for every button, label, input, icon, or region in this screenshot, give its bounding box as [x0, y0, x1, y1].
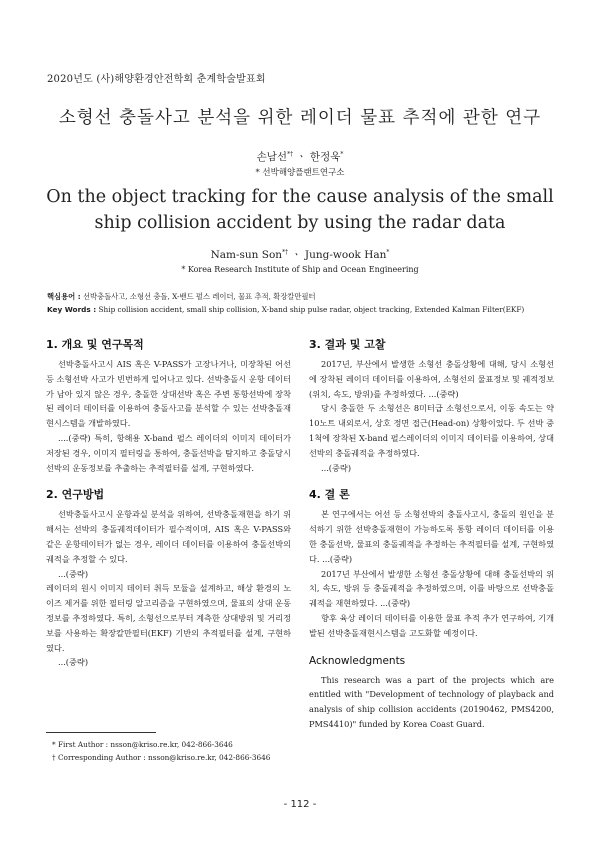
- author-1-mark: *†: [287, 151, 294, 158]
- paragraph: ...(중략): [58, 568, 89, 579]
- left-column: [46, 337, 291, 682]
- keywords-korean-label: 핵심용어 :: [47, 292, 81, 301]
- author-2: 한정욱: [309, 151, 341, 163]
- authors-korean: [0, 149, 600, 164]
- paragraph: 2017년, 부산에서 발생한 소형선 충돌상황에 대해, 당시 소형선에 장착된 레이더 데이터를 이용하여, 소형선의 물표정보 및 궤적정보(위치, 속도, 방위)를 추정하였다. ...(중략): [309, 359, 554, 399]
- paragraph: 본 연구에서는 어선 등 소형선박의 충돌사고시, 충돌의 원인을 분석하기 위한 선박충돌재현이 가능하도록 통항 레이더 데이터를 이용한 충돌선박, 물표의 충돌궤적을 추정하는 추적필터를 설계, 구현하였다. ...(중략): [309, 509, 554, 564]
- section-heading: Acknowledgments: [309, 654, 406, 667]
- keywords-english-text: Ship collision accident, small ship collision, X-band ship pulse radar, object tracking, Extended Kalman Filter(EKF): [98, 305, 525, 314]
- affiliation-english: * Korea Research Institute of Ship and Ocean Engineering: [181, 265, 419, 274]
- section-results: [309, 337, 554, 475]
- author-2-mark: *: [340, 151, 344, 158]
- author-separator-en: ㆍ: [291, 249, 302, 261]
- section-heading: 4. 결 론: [309, 488, 350, 502]
- paragraph: 향후 육상 레이더 데이터를 이용한 물표 추적 추가 연구하여, 기개발된 선박충돌재현시스템을 고도화할 예정이다.: [309, 612, 554, 638]
- keywords-english-label: Key Words :: [47, 305, 97, 314]
- paragraph: ...(중략): [58, 657, 89, 668]
- author-2-en: Jung-wook Han: [304, 249, 387, 261]
- section-intro: [46, 337, 291, 475]
- author-2-en-mark: *: [386, 249, 390, 256]
- paragraph: 2017년 부산에서 발생한 소형선 충돌상황에 대해 충돌선박의 위치, 속도, 방위 등 충돌궤적을 추정하였으며, 이를 바탕으로 선박충돌궤적을 재현하였다. ...(중략): [309, 568, 554, 609]
- right-column: [309, 337, 554, 744]
- keywords-english: [47, 305, 524, 314]
- title-english: On the object tracking for the cause analysis of the small ship collision accident by using the radar data: [46, 187, 554, 233]
- conference-header: 2020년도 (사)해양환경안전학회 춘계학술발표회: [47, 74, 266, 85]
- footnote-corresponding-author: † Corresponding Author : nsson@kriso.re.kr, 042-866-3646: [52, 753, 271, 762]
- author-1-en: Nam-sun Son: [210, 249, 283, 261]
- paragraph: ....(중략) 특히, 항해용 X-band 펄스 레이더의 이미지 데이터가 저장된 경우, 이미지 필터링을 통하여, 충돌선박을 탐지하고 충돌당시 선박의 운동정보를 추출하는 추적필터를 설계, 구현하였다.: [46, 432, 291, 473]
- section-method: [46, 487, 291, 670]
- section-heading: 1. 개요 및 연구목적: [46, 338, 144, 351]
- affiliation-korean: * 선박해양플랜트연구소: [255, 168, 345, 178]
- footnote-divider: [46, 732, 156, 733]
- paragraph: 선박충돌사고시 AIS 혹은 V-PASS가 고장나거나, 미장착된 어선 등 소형선박 사고가 빈번하게 일어나고 있다. 선박충돌시 운항 데이터가 남아 있지 않은 경우, 충돌한 상대선박 혹은 주변 통항선박에 장착된 레이더 데이터를 이용하여 충돌사고를 분석할 수 있는 선박충돌재현시스템을 개발하였다.: [46, 359, 291, 429]
- section-acknowledgments: [309, 653, 554, 732]
- title-korean: 소형선 충돌사고 분석을 위한 레이더 물표 추적에 관한 연구: [58, 108, 542, 128]
- author-1-en-mark: *†: [282, 249, 289, 256]
- paragraph: This research was a part of the projects which are entitled with "Development of technology of playback and analysis of ship collision accidents (20190462, PMS4200, PMS4410)" funded by Korea Coast Guard.: [309, 674, 554, 729]
- paragraph: 당시 충돌한 두 소형선은 8미터급 소형선으로서, 이동 속도는 약 10노트 내외로서, 상호 정면 접근(Head-on) 상황이었다. 두 선박 중 1척에 장착된 X-band 펄스레이더의 이미지 데이터를 이용하여, 상대선박의 충돌궤적을 추정하였다.: [309, 403, 554, 458]
- footnote-first-author: * First Author : nsson@kriso.re.kr, 042-866-3646: [52, 740, 233, 749]
- page-number: - 112 -: [283, 799, 317, 810]
- keywords-korean-text: 선박충돌사고, 소형선 충돌, X-밴드 펄스 레이더, 물표 추적, 확장칼만필터: [82, 292, 316, 301]
- authors-english: [0, 247, 600, 262]
- paragraph: ...(중략): [321, 462, 352, 473]
- section-conclusion: [309, 487, 554, 640]
- author-1: 손남선: [256, 151, 288, 163]
- section-heading: 3. 결과 및 고찰: [309, 338, 386, 351]
- paragraph: 레이더의 원시 이미지 데이터 취득 모듈을 설계하고, 해상 환경의 노이즈 제거를 위한 필터링 알고리즘을 구현하였으며, 물표의 상대 운동정보를 추정하였다. 특히, 소형선으로부터 계측한 상대방위 및 거리정보를 사용하는 확장칼만필터(EKF) 기반의 추적필터를 설계, 구현하였다.: [46, 583, 291, 653]
- keywords-korean: [47, 292, 316, 302]
- section-heading: 2. 연구방법: [46, 488, 105, 502]
- footnotes: [52, 738, 270, 764]
- paragraph: 선박충돌사고시 운항과실 분석을 위하여, 선박충돌재현을 하기 위해서는 선박의 충돌궤적데이터가 필수적이며, AIS 혹은 V-PASS와 같은 운항데이터가 없는 경우, 레이더 데이터를 이용하여 충돌선박의 궤적을 추정할 수 있다.: [46, 509, 291, 564]
- author-separator: ㆍ: [296, 151, 307, 163]
